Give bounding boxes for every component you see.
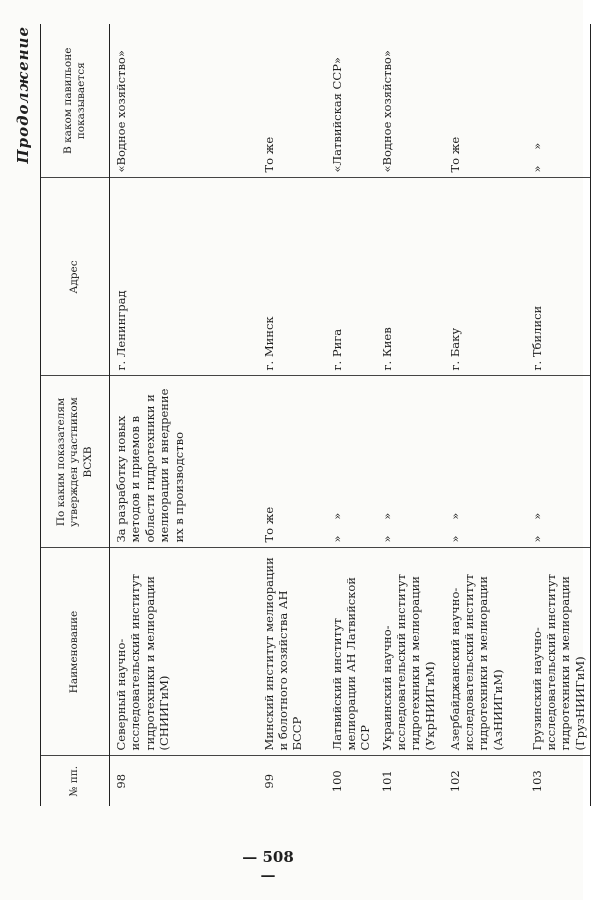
cell-name: Азербайджанский научно-исследовательский институт гидротехники и мелиорации (АзНИИГиМ) (444, 548, 526, 756)
cell-num: 103 (526, 756, 591, 806)
cell-reason: То же (258, 376, 326, 548)
continuation-label: Продолжение (14, 26, 32, 164)
cell-reason: » » (444, 376, 526, 548)
cell-pavilion: То же (258, 24, 326, 178)
cell-address: г. Баку (444, 178, 526, 376)
table-row (376, 24, 444, 806)
cell-num: 99 (261, 773, 276, 789)
cell-address: г. Минск (258, 178, 326, 376)
table-header-row (41, 24, 110, 806)
cell-name: Украинский научно-исследовательский институт гидротехники и мелиорации (УкрНИИГиМ) (376, 548, 444, 756)
cell-pavilion: То же (444, 24, 526, 178)
cell-name: Грузинский научно-исследовательский институт гидротехники и мелиорации (ГрузНИИГиМ) (526, 548, 591, 756)
cell-pavilion: «Латвийская ССР» (326, 24, 376, 178)
cell-address: г. Киев (376, 178, 444, 376)
cell-name: Латвийский институт мелиорации АН Латвийской ССР (326, 548, 376, 756)
table-row (326, 24, 376, 806)
cell-num: 102 (447, 770, 462, 793)
header-reason: По каким показателям утвержден участником ВСХВ (41, 376, 110, 548)
cell-name: Северный научно-исследовательский институт гидротехники и мелиорации (СНИИГиМ) (110, 548, 258, 756)
institutes-table (40, 24, 591, 806)
cell-num: 101 (379, 770, 394, 793)
cell-reason: » » (376, 376, 444, 548)
header-pavilion: В каком павильоне показывается (41, 24, 110, 178)
cell-pavilion: «Водное хозяйство» (110, 24, 258, 178)
header-address: Адрес (41, 178, 110, 376)
header-num: № пп. (41, 756, 110, 806)
cell-num: 98 (114, 773, 128, 789)
cell-pavilion: «Водное хозяйство» (376, 24, 444, 178)
cell-reason: » » (526, 376, 591, 548)
cell-name: Минский институт мелиорации и болотного хозяйства АН БССР (258, 548, 326, 756)
table-row (258, 24, 326, 806)
table-row (526, 24, 591, 806)
table-row (110, 24, 258, 806)
cell-address: г. Ленинград (110, 178, 258, 376)
table-row (444, 24, 526, 806)
cell-num: 100 (329, 770, 344, 793)
page-number: — 508 — (242, 848, 294, 884)
cell-reason: » » (326, 376, 376, 548)
cell-pavilion: » » (526, 24, 591, 178)
cell-reason: За разработку новых методов и приемов в области гидротехники и мелиорации и внедрение их в производство (110, 376, 258, 548)
header-name: Наименование (41, 548, 110, 756)
cell-address: г. Рига (326, 178, 376, 376)
cell-address: г. Тбилиси (526, 178, 591, 376)
